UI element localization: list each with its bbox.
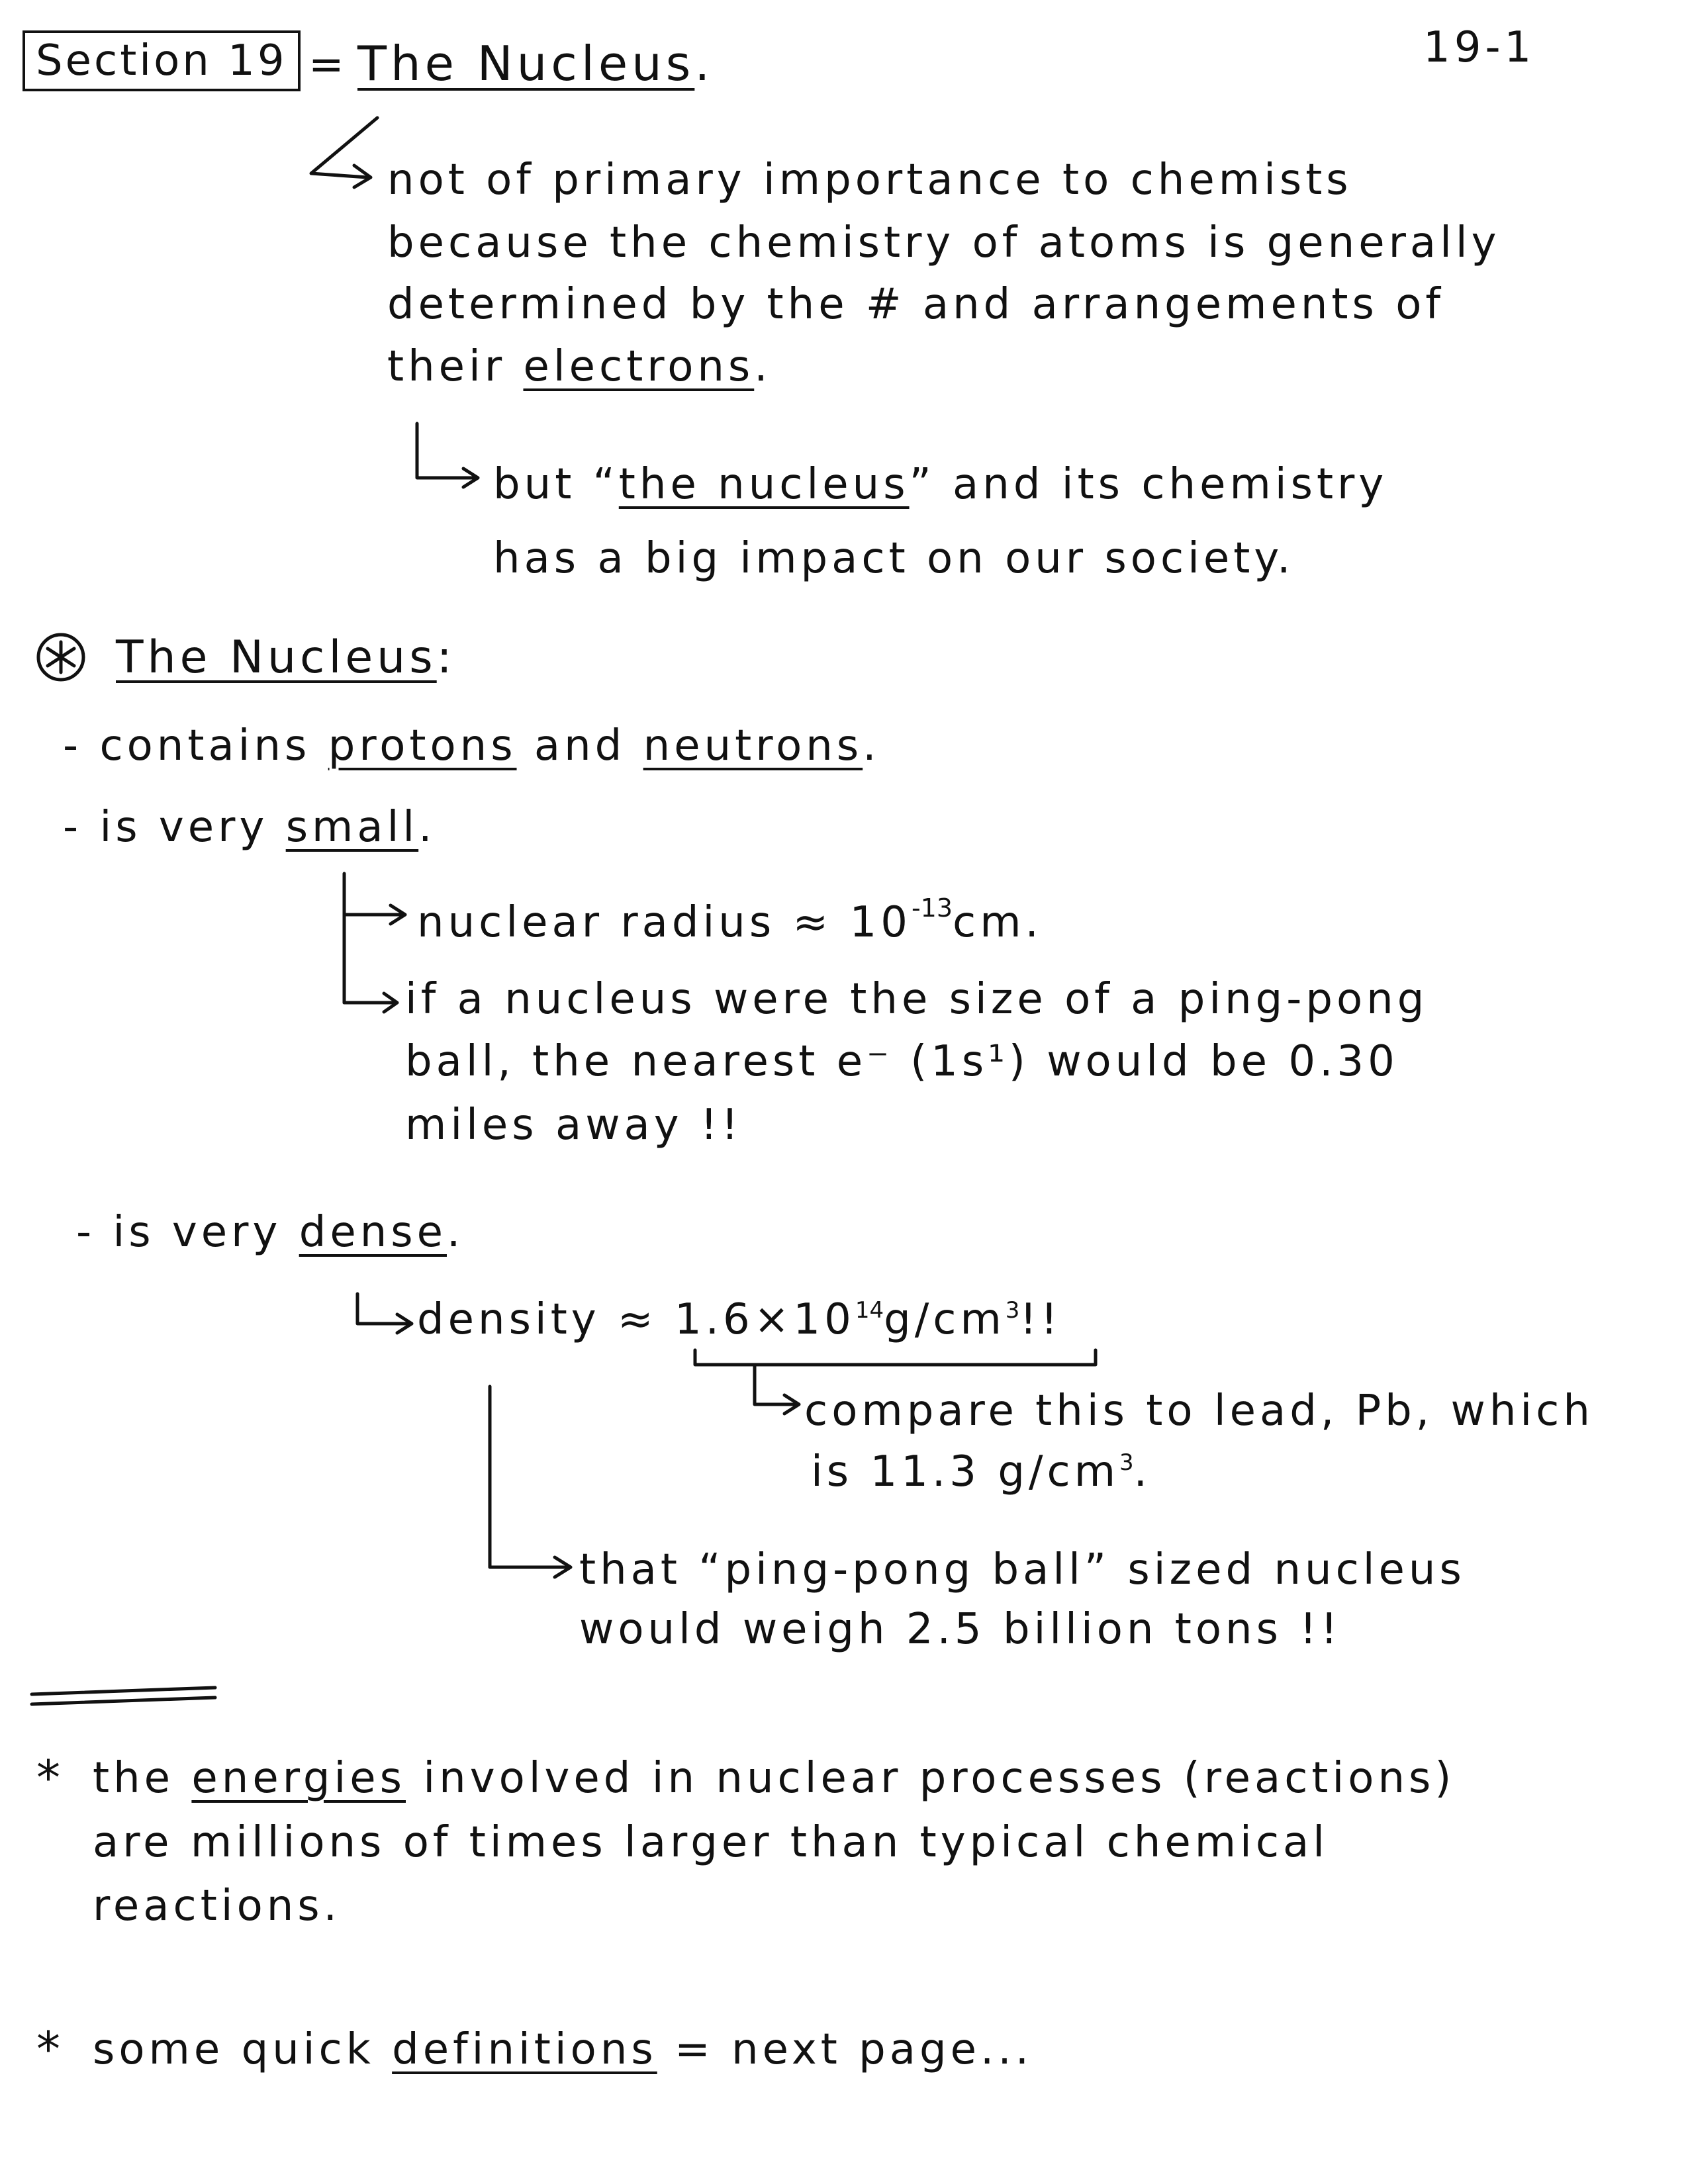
contains-line: - contains protons and neutrons. xyxy=(63,721,880,770)
page-title: The Nucleus. xyxy=(357,36,714,91)
section-label-box xyxy=(23,30,301,91)
dense-line: - is very dense. xyxy=(76,1208,465,1257)
lead-arrow-icon xyxy=(755,1365,799,1414)
energies-line-1: the energies involved in nuclear processes (reactions) xyxy=(93,1754,1456,1803)
weigh-line-1: that “ping-pong ball” sized nucleus xyxy=(579,1545,1466,1594)
pingpong-line-3: miles away !! xyxy=(405,1101,743,1150)
lead-line-1: compare this to lead, Pb, which xyxy=(804,1387,1594,1435)
intro-line-1: not of primary importance to chemists xyxy=(387,156,1352,205)
heading-star-circle-icon xyxy=(38,635,83,680)
radius-line: nuclear radius ≈ $10^{-13}cm$. xyxy=(417,893,1043,947)
small-branch-arrows-icon xyxy=(344,874,405,1012)
energies-star: * xyxy=(36,1750,64,1805)
small-line: - is very small. xyxy=(63,803,436,852)
lead-line-2: is 11.3 $g/cm^3$. xyxy=(811,1447,1152,1496)
intro-arrow-icon xyxy=(311,118,377,187)
double-rule-separator xyxy=(32,1688,215,1704)
intro-line-2: because the chemistry of atoms is generally xyxy=(387,218,1501,267)
intro-sub-line-2: has a big impact on our society. xyxy=(493,534,1295,583)
header-equals: = xyxy=(308,40,348,89)
pingpong-line-2: ball, the nearest e⁻ (1s¹) would be 0.30 xyxy=(405,1037,1399,1086)
intro-line-3: determined by the # and arrangements of xyxy=(387,280,1444,329)
defs-star: * xyxy=(36,2021,64,2077)
pingpong-line-1: if a nucleus were the size of a ping-pong xyxy=(405,975,1429,1024)
energies-line-3: reactions. xyxy=(93,1882,341,1931)
density-bracket-icon xyxy=(695,1350,1096,1365)
density-line: density ≈ $1.6\times 10^{14}g/cm^3$!! xyxy=(417,1295,1062,1344)
intro-sub-line-1: but “the nucleus” and its chemistry xyxy=(493,460,1388,509)
sub-arrow-icon xyxy=(417,424,478,487)
weigh-arrow-icon xyxy=(490,1387,571,1577)
density-value: $1.6\times 10^{14}g/cm^3$!! xyxy=(674,1295,1062,1344)
intro-line-4: their electrons. xyxy=(387,342,772,391)
energies-line-2: are millions of times larger than typical chemical xyxy=(93,1818,1329,1867)
defs-line: some quick definitions = next page... xyxy=(93,2025,1033,2074)
weigh-line-2: would weigh 2.5 billion tons !! xyxy=(579,1605,1342,1654)
density-arrow-icon xyxy=(357,1294,412,1333)
nucleus-heading: The Nucleus: xyxy=(116,631,456,684)
section-label: Section 19 xyxy=(36,36,287,85)
page-number: 19-1 xyxy=(1423,23,1536,72)
